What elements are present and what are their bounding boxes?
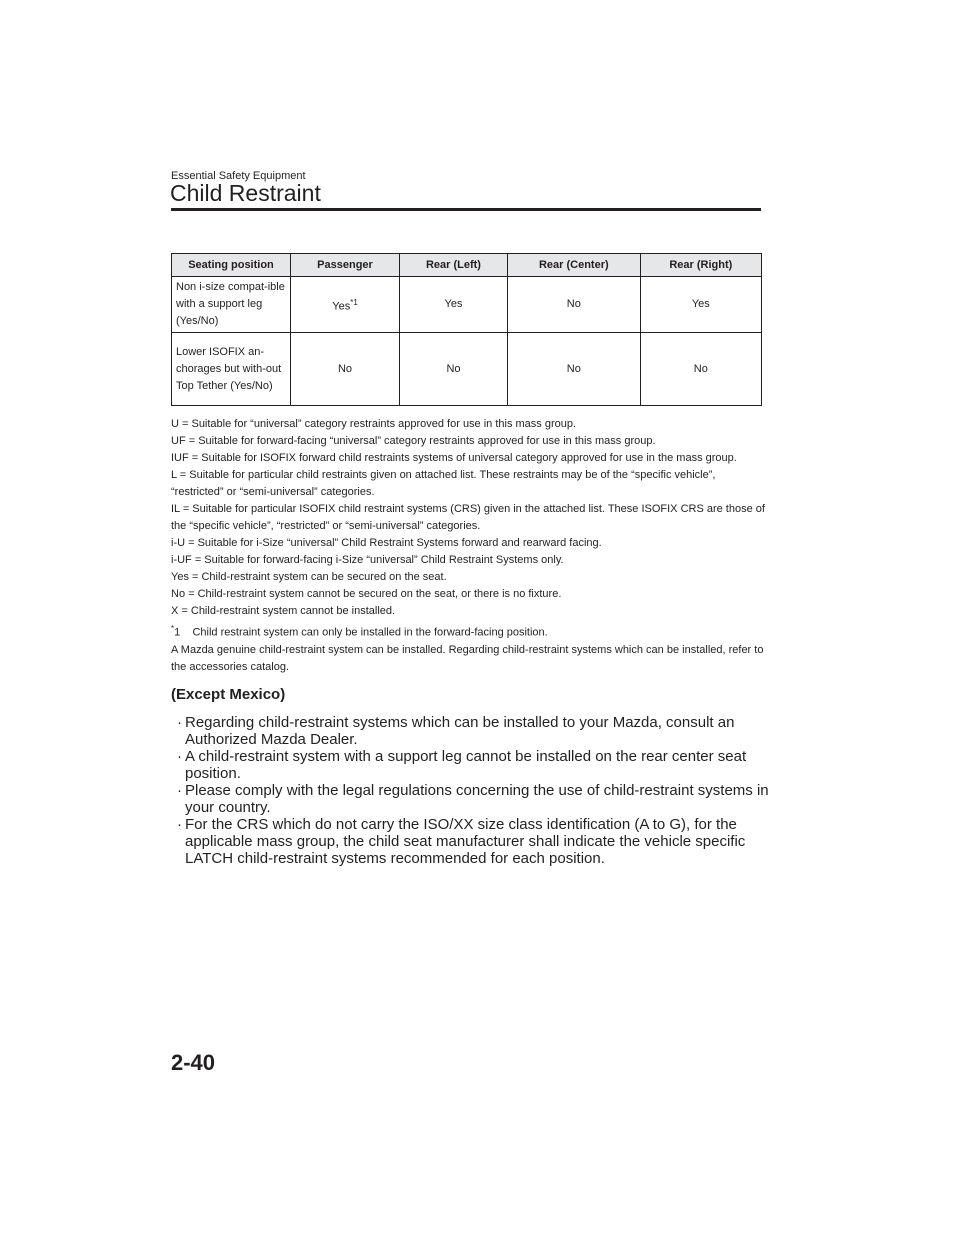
- legend-item: X = Child-restraint system cannot be installed.: [171, 605, 396, 617]
- legend-item: i-U = Suitable for i-Size “universal” Child Restraint Systems forward and rearward facing.: [171, 537, 602, 549]
- legend-item: No = Child-restraint system cannot be secured on the seat, or there is no fixture.: [171, 588, 562, 600]
- column-header: Rear (Right): [640, 254, 761, 277]
- page-number: 2-40: [171, 1050, 216, 1075]
- page-title: Child Restraint: [170, 180, 321, 206]
- table-row: [172, 333, 762, 406]
- table-cell: No: [291, 333, 400, 406]
- list-item: · For the CRS which do not carry the ISO/XX size class identification (A to G), for the applicable mass group, the child seat manufacturer shall indicate the vehicle specific LATCH child-restraint systems recommended for each position.: [171, 816, 771, 867]
- column-header: Seating position: [172, 254, 291, 277]
- list-item: · Please comply with the legal regulations concerning the use of child-restraint systems in your country.: [171, 782, 771, 816]
- cell-value: Yes: [332, 300, 351, 313]
- legend-item: L = Suitable for particular child restraints given on attached list. These restraints may be of the “specific vehicle”, “restricted” or “semi-universal” categories.: [171, 469, 716, 498]
- list-item: · A child-restraint system with a support leg cannot be installed on the rear center seat position.: [171, 748, 771, 782]
- list-item: · Regarding child-restraint systems which can be installed to your Mazda, consult an Authorized Mazda Dealer.: [171, 714, 771, 748]
- legend-item: IUF = Suitable for ISOFIX forward child restraints systems of universal category approved for use in the mass group.: [171, 452, 737, 464]
- table-cell: [291, 277, 400, 333]
- table-cell: No: [640, 333, 761, 406]
- subheading: (Except Mexico): [171, 686, 286, 703]
- legend: [171, 416, 766, 676]
- footnote-ref: *1: [350, 297, 358, 307]
- bullet-list: [171, 714, 771, 867]
- section-label: Essential Safety Equipment: [171, 170, 306, 182]
- table-cell: No: [507, 333, 640, 406]
- legend-item: i-UF = Suitable for forward-facing i-Size “universal” Child Restraint Systems only.: [171, 554, 564, 566]
- footnote-mark: *: [171, 624, 175, 633]
- table-cell: No: [400, 333, 508, 406]
- table-cell: No: [507, 277, 640, 333]
- footnote: [171, 620, 766, 642]
- column-header: Rear (Left): [400, 254, 508, 277]
- row-label: Lower ISOFIX an-chorages but with-out Top Tether (Yes/No): [172, 333, 291, 406]
- legend-item: UF = Suitable for forward-facing “universal” category restraints approved for use in this mass group.: [171, 435, 656, 447]
- legend-item: IL = Suitable for particular ISOFIX child restraint systems (CRS) given in the attached list. These ISOFIX CRS are those of the “specific vehicle”, “restricted” or “semi-universal” categories.: [171, 503, 765, 532]
- legend-item: Yes = Child-restraint system can be secured on the seat.: [171, 571, 447, 583]
- column-header: Passenger: [291, 254, 400, 277]
- genuine-note: A Mazda genuine child-restraint system can be installed. Regarding child-restraint systems which can be installed, refer to the accessories catalog.: [171, 643, 764, 673]
- legend-item: U = Suitable for “universal” category restraints approved for use in this mass group.: [171, 418, 577, 430]
- footnote-number: 1: [174, 626, 181, 639]
- compatibility-table: [171, 253, 762, 406]
- table-cell: Yes: [400, 277, 508, 333]
- table-cell: Yes: [640, 277, 761, 333]
- row-label: Non i-size compat-ible with a support leg (Yes/No): [172, 277, 291, 333]
- table-row: [172, 277, 762, 333]
- header-rule: [171, 208, 761, 211]
- column-header: Rear (Center): [507, 254, 640, 277]
- table-header-row: [172, 254, 762, 277]
- footnote-text: Child restraint system can only be installed in the forward-facing position.: [192, 626, 548, 639]
